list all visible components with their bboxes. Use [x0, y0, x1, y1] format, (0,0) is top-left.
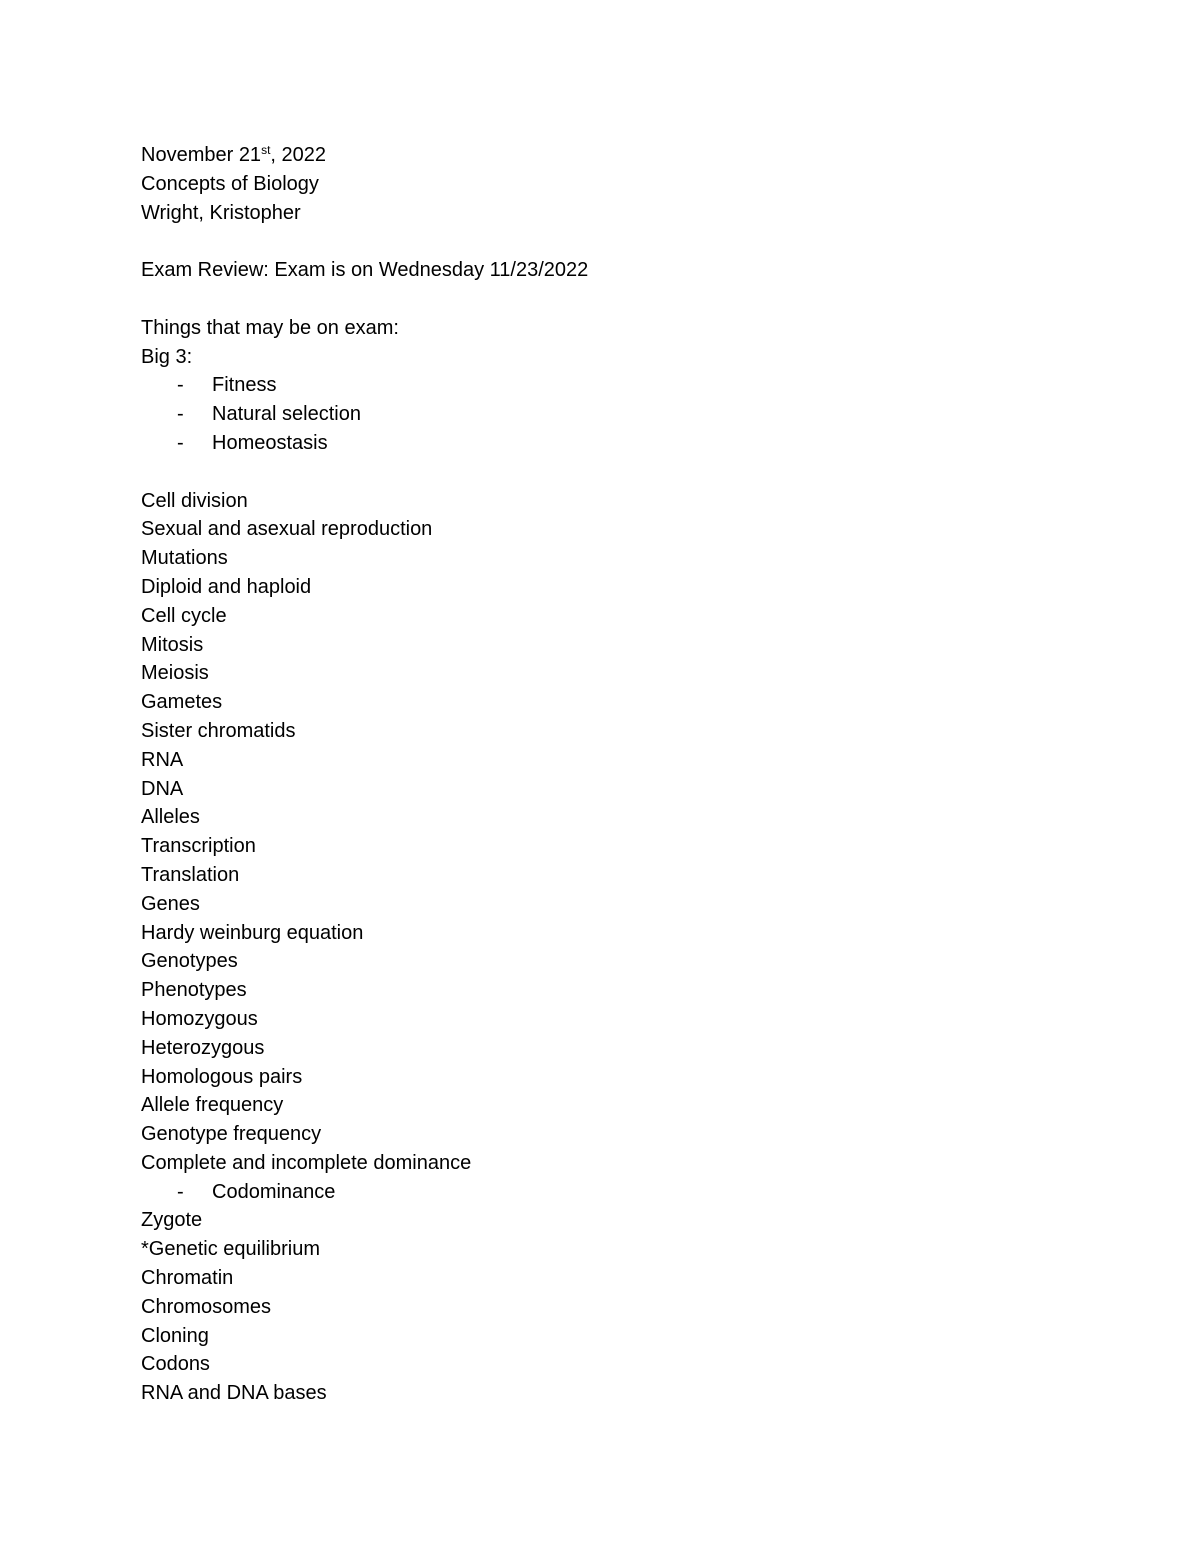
big3-item	[141, 371, 588, 400]
course-name: Concepts of Biology	[141, 172, 319, 195]
bullet-dash: -	[177, 374, 184, 397]
spacer	[141, 458, 588, 487]
topic-item: Transcription	[141, 835, 256, 858]
topic-item: RNA and DNA bases	[141, 1382, 327, 1405]
topic-item: Chromosomes	[141, 1295, 272, 1318]
bullet-dash: -	[177, 431, 184, 454]
big3-label: Big 3:	[141, 345, 193, 368]
topic-item: Complete and incomplete dominance	[141, 1151, 472, 1174]
topic-item: Mitosis	[141, 633, 204, 656]
spacer	[141, 227, 588, 256]
topic-item: DNA	[141, 777, 184, 800]
topic-item: Cell division	[141, 489, 248, 512]
topic-item: Cell cycle	[141, 604, 227, 627]
bullet-dash: -	[177, 1180, 184, 1203]
topic-item: Cloning	[141, 1324, 209, 1347]
topic-item: Allele frequency	[141, 1094, 284, 1117]
topic-item: Hardy weinburg equation	[141, 921, 364, 944]
topic-item: Phenotypes	[141, 979, 247, 1002]
topic-item: Codons	[141, 1353, 210, 1376]
topic-item: Mutations	[141, 547, 228, 570]
spacer	[141, 285, 588, 314]
student-name: Wright, Kristopher	[141, 201, 301, 224]
topic-item: Alleles	[141, 806, 200, 829]
topic-item: Gametes	[141, 691, 223, 714]
topic-item: Chromatin	[141, 1267, 234, 1290]
dominance-subitem-text: Codominance	[212, 1180, 336, 1203]
topic-item: Genotype frequency	[141, 1123, 322, 1146]
topic-item: Heterozygous	[141, 1036, 265, 1059]
date-prefix: November 21	[141, 144, 262, 166]
things-heading: Things that may be on exam:	[141, 316, 399, 339]
dominance-subitem	[141, 1178, 588, 1207]
date-ordinal-suffix: st	[261, 143, 271, 157]
date-year: , 2022	[270, 144, 327, 166]
big3-item-text: Fitness	[212, 374, 277, 397]
topic-item: Sexual and asexual reproduction	[141, 518, 433, 541]
big3-item	[141, 400, 588, 429]
date-line	[141, 141, 588, 170]
topic-item: Zygote	[141, 1209, 203, 1232]
big3-item-text: Homeostasis	[212, 431, 328, 454]
topic-item: Diploid and haploid	[141, 575, 312, 598]
topic-item: Homologous pairs	[141, 1065, 303, 1088]
topic-item: Genotypes	[141, 950, 238, 973]
document-body	[141, 141, 588, 1408]
topic-item: Sister chromatids	[141, 719, 296, 742]
topic-item: Homozygous	[141, 1007, 258, 1030]
bullet-dash: -	[177, 403, 184, 426]
topic-item: *Genetic equilibrium	[141, 1238, 320, 1261]
topic-item: RNA	[141, 748, 184, 771]
big3-item	[141, 429, 588, 458]
topic-item: Translation	[141, 863, 240, 886]
exam-review-line: Exam Review: Exam is on Wednesday 11/23/2022	[141, 259, 589, 282]
topic-item: Meiosis	[141, 662, 209, 685]
topic-item: Genes	[141, 892, 200, 915]
big3-item-text: Natural selection	[212, 403, 361, 426]
